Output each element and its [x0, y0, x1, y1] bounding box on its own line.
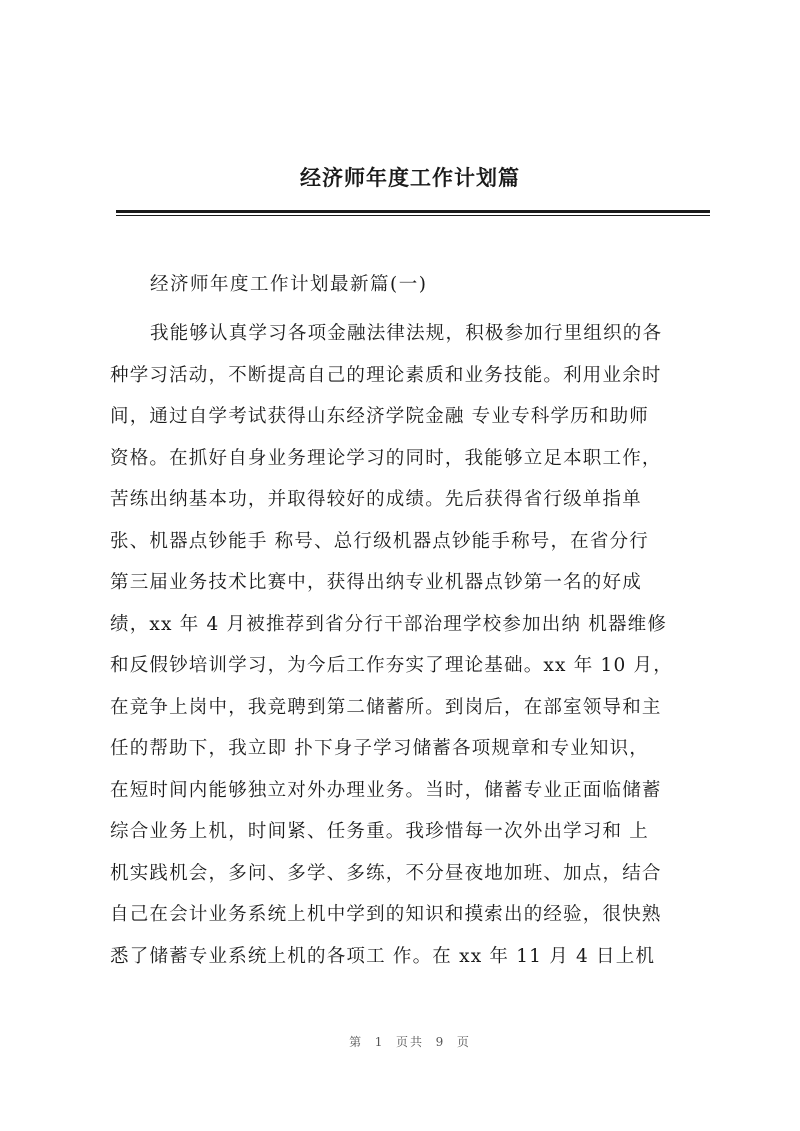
body-line: 第三届业务技术比赛中，获得出纳专业机器点钞第一名的好成	[110, 572, 642, 593]
body-line: 自己在会计业务系统上机中学到的知识和摸索出的经验，很快熟	[110, 904, 662, 925]
body-line: 在短时间内能够独立对外办理业务。当时，储蓄专业正面临储蓄	[110, 779, 662, 801]
body-line: 绩，xx 年 4 月被推荐到省分行干部治理学校参加出纳 机器维修	[110, 613, 668, 635]
title-divider-thin	[116, 215, 710, 216]
body-line: 机实践机会，多问、多学、多练，不分昼夜地加班、加点，结合	[110, 862, 662, 884]
body-line: 苦练出纳基本功，并取得较好的成绩。先后获得省行级单指单	[110, 489, 642, 510]
body-line: 张、机器点钞能手 称号、总行级机器点钞能手称号，在省分行	[110, 530, 649, 552]
body-line: 间，通过自学考试获得山东经济学院金融 专业专科学历和助师	[110, 406, 649, 427]
page-number-footer: 第 1 页共 9 页	[349, 1035, 471, 1049]
body-line: 综合业务上机，时间紧、任务重。我珍惜每一次外出学习和 上	[110, 821, 649, 842]
body-line: 悉了储蓄专业系统上机的各项工 作。在 xx 年 11 月 4 日上机	[110, 945, 656, 967]
body-line: 资格。在抓好自身业务理论学习的同时，我能够立足本职工作，	[110, 447, 662, 469]
title-divider	[116, 210, 710, 213]
section-subheading: 经济师年度工作计划最新篇(一)	[150, 274, 428, 295]
body-line: 在竞争上岗中，我竞聘到第二储蓄所。到岗后，在部室领导和主	[110, 696, 662, 718]
body-text	[110, 313, 710, 977]
body-line: 任的帮助下，我立即 扑下身子学习储蓄各项规章和专业知识，	[110, 738, 649, 759]
document-title: 经济师年度工作计划篇	[300, 166, 520, 190]
body-line: 我能够认真学习各项金融法律法规，积极参加行里组织的各	[150, 323, 663, 344]
body-line: 和反假钞培训学习，为今后工作夯实了理论基础。xx 年 10 月，	[110, 655, 673, 676]
body-line: 种学习活动，不断提高自己的理论素质和业务技能。利用业余时	[110, 364, 662, 386]
